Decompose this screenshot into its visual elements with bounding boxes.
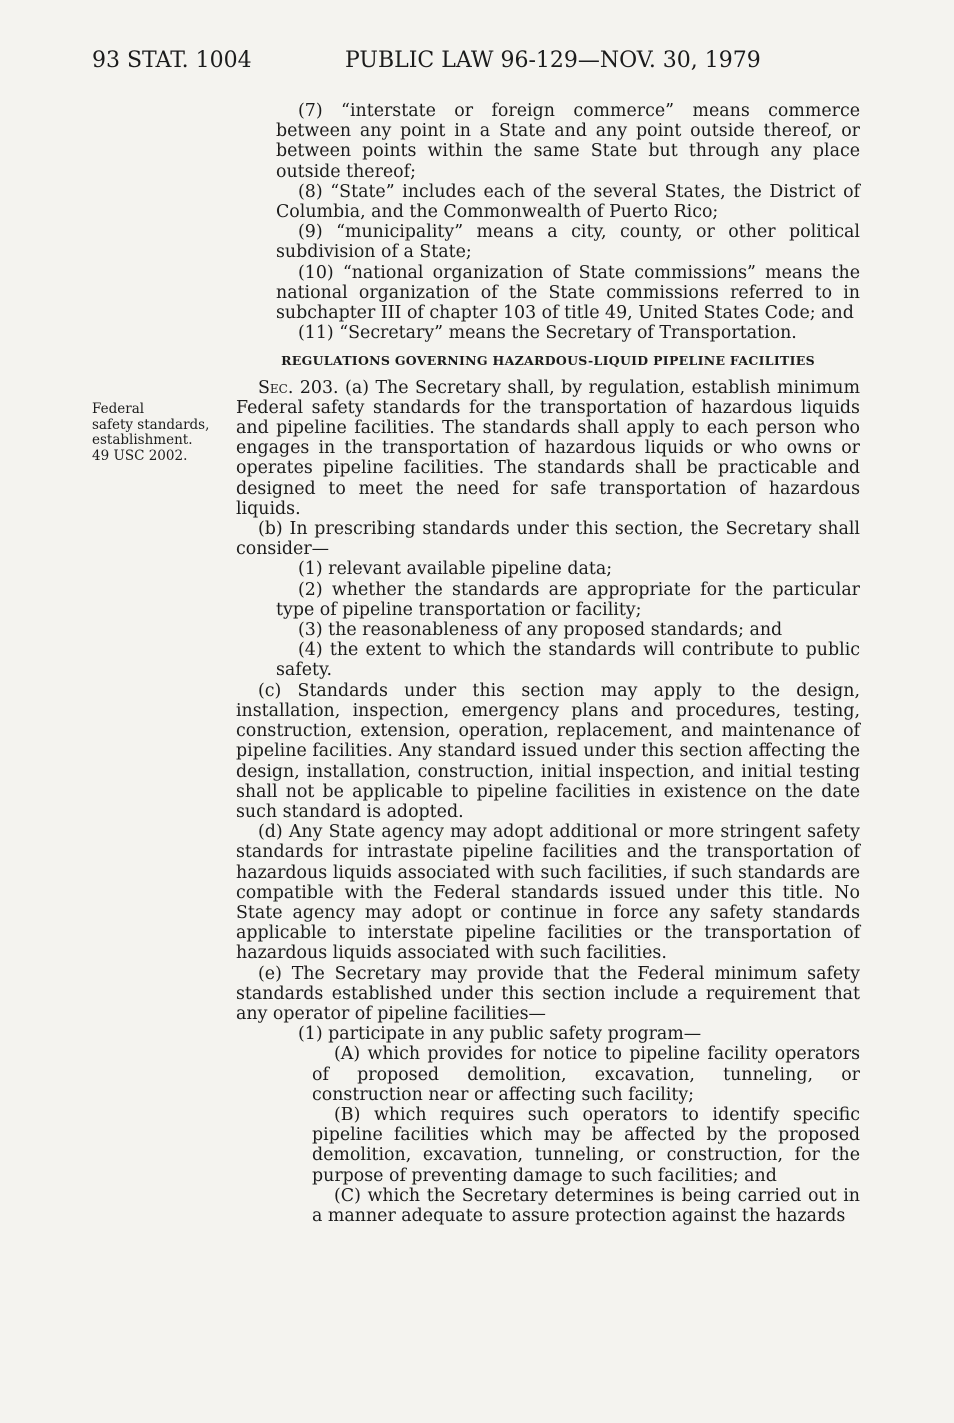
statute-page-number: 93 STAT. 1004: [92, 48, 252, 73]
margin-note-line: safety standards,: [92, 416, 210, 433]
body-text: [236, 101, 860, 1226]
subsection-b-item-3: (3) the reasonableness of any proposed standards; and: [298, 620, 783, 641]
subsection-b-item-2: (2) whether the standards are appropriate for the particular type of pipeline transportation or facility;: [276, 579, 860, 620]
subsection-e: (e) The Secretary may provide that the Federal minimum safety standards established under this section include a requirement that any operator of pipeline facilities—: [236, 963, 860, 1024]
definition-9: (9) “municipality” means a city, county, or other political subdivision of a State;: [276, 222, 860, 263]
definition-10: (10) “national organization of State commissions” means the national organization of the State commissions referred to in subchapter III of chapter 103 of title 49, United States Code; and: [276, 262, 860, 324]
subsection-e-item-1-C: (C) which the Secretary determines is being carried out in a manner adequate to assure protection against the hazards: [312, 1185, 860, 1226]
subsection-c: (c) Standards under this section may apply to the design, installation, inspection, emergency plans and procedures, testing, construction, extension, operation, replacement, and maintenance of pipeline facilities. Any standard issued under this section affecting the design, installation, construction, initial inspection, and initial testing shall not be applicable to pipeline facilities in existence on the date such standard is adopted.: [236, 680, 860, 822]
subsection-d: (d) Any State agency may adopt additional or more stringent safety standards for intrastate pipeline facilities and the transportation of hazardous liquids associated with such facilities, if such standards are compatible with the Federal standards issued under this title. No State agency may adopt or continue in force any safety standards applicable to interstate pipeline facilities or the transportation of hazardous liquids associated with such facilities.: [236, 822, 860, 964]
margin-note-citation: 49 USC 2002.: [92, 447, 188, 464]
definition-8: (8) “State” includes each of the several States, the District of Columbia, and the Commonwealth of Puerto Rico;: [276, 181, 860, 223]
subsection-e-item-1: (1) participate in any public safety program—: [298, 1024, 702, 1045]
definition-7: (7) “interstate or foreign commerce” means commerce between any point in a State and any point outside thereof, or between points within the same State but through any place outside thereof;: [276, 101, 860, 182]
subsection-a-text: (a) The Secretary shall, by regulation, establish minimum Federal safety standards for the transportation of hazardous liquids and pipeline facilities. The standards shall apply to each person who engages in the transportation of hazardous liquids or who owns or operates pipeline facilities. The standards shall be practicable and designed to meet the need for safe transportation of hazardous liquids.: [236, 377, 860, 519]
section-label: Sec. 203.: [258, 377, 339, 398]
subsection-b-item-4: (4) the extent to which the standards will contribute to public safety.: [276, 640, 860, 681]
margin-note: [92, 402, 232, 464]
margin-note-line: Federal: [92, 401, 145, 417]
subsection-e-item-1-B: (B) which requires such operators to identify specific pipeline facilities which may be affected by the proposed demolition, excavation, tunneling, or construction, for the purpose of preventing damage to such facilities; and: [312, 1104, 860, 1186]
section-heading: REGULATIONS GOVERNING HAZARDOUS-LIQUID PIPELINE FACILITIES: [281, 353, 815, 369]
subsection-a: [236, 378, 860, 519]
subsection-e-item-1-A: (A) which provides for notice to pipeline facility operators of proposed demolition, excavation, tunneling, or construction near or affecting such facility;: [312, 1044, 860, 1105]
margin-note-line: establishment.: [92, 432, 193, 448]
running-header: PUBLIC LAW 96-129—NOV. 30, 1979: [345, 48, 761, 73]
definition-11: (11) “Secretary” means the Secretary of Transportation.: [298, 323, 797, 344]
subsection-b: (b) In prescribing standards under this section, the Secretary shall consider—: [236, 519, 860, 560]
subsection-b-item-1: (1) relevant available pipeline data;: [298, 559, 613, 580]
